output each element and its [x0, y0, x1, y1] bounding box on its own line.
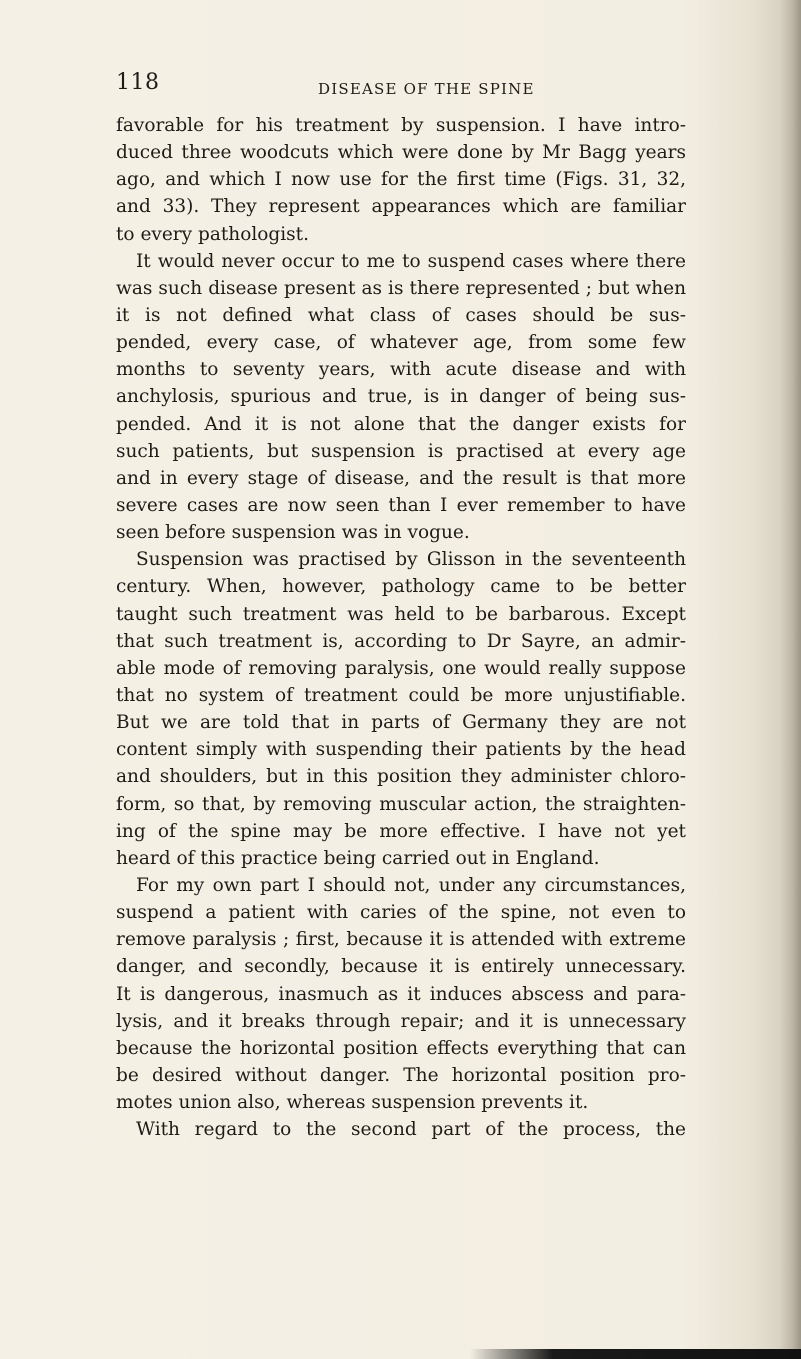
text-line: But we are told that in parts of Germany they are not — [116, 712, 686, 734]
text-line: motes union also, whereas suspension prevents it. — [116, 1092, 589, 1114]
text-line: Suspension was practised by Glisson in the seventeenth — [136, 549, 686, 571]
text-line: content simply with suspending their patients by the head — [116, 739, 686, 761]
text-line: ago, and which I now use for the first time (Figs. 31, 32, — [116, 169, 686, 191]
text-line: form, so that, by removing muscular action, the straighten- — [116, 793, 686, 815]
text-line: months to seventy years, with acute disease and with — [116, 359, 686, 381]
text-line: pended, every case, of whatever age, from some few — [116, 332, 686, 354]
text-line: suspend a patient with caries of the spine, not even to — [116, 902, 686, 924]
text-line: For my own part I should not, under any circumstances, — [136, 874, 686, 896]
text-line: pended. And it is not alone that the danger exists for — [116, 413, 686, 435]
body-text — [116, 112, 686, 1143]
text-line: and 33). They represent appearances which are familiar — [116, 196, 686, 218]
text-line: It is dangerous, inasmuch as it induces abscess and para- — [116, 983, 686, 1005]
page-number: 118 — [116, 70, 160, 95]
text-line: It would never occur to me to suspend cases where there — [136, 250, 686, 272]
text-line: ing of the spine may be more effective. I have not yet — [116, 820, 686, 842]
text-line: anchylosis, spurious and true, is in danger of being sus- — [116, 386, 686, 408]
text-line: severe cases are now seen than I ever remember to have — [116, 494, 686, 516]
page-edge-shadow — [779, 0, 801, 1359]
text-line: and in every stage of disease, and the result is that more — [116, 467, 686, 489]
page-header — [116, 70, 676, 100]
bottom-edge-bar — [470, 1349, 801, 1359]
text-line: favorable for his treatment by suspension. I have intro- — [116, 115, 686, 136]
text-line: lysis, and it breaks through repair; and it is unnecessary — [116, 1010, 686, 1032]
text-line: was such disease present as is there represented ; but when — [116, 277, 686, 299]
text-line: such patients, but suspension is practised at every age — [116, 440, 686, 462]
text-line: duced three woodcuts which were done by Mr Bagg years — [116, 142, 686, 164]
text-line: heard of this practice being carried out in England. — [116, 847, 600, 869]
text-line: danger, and secondly, because it is entirely unnecessary. — [116, 956, 686, 978]
text-line: able mode of removing paralysis, one would really suppose — [116, 657, 686, 679]
text-line: and shoulders, but in this position they administer chloro- — [116, 766, 686, 788]
text-line: because the horizontal position effects everything that can — [116, 1037, 686, 1059]
text-line: seen before suspension was in vogue. — [116, 522, 470, 544]
text-line: to every pathologist. — [116, 223, 309, 245]
text-line: that such treatment is, according to Dr Sayre, an admir- — [116, 630, 686, 652]
text-line: be desired without danger. The horizontal position pro- — [116, 1064, 686, 1086]
text-line: it is not defined what class of cases should be sus- — [116, 304, 686, 326]
text-line: With regard to the second part of the process, the — [136, 1119, 686, 1141]
running-head: DISEASE OF THE SPINE — [318, 80, 535, 98]
text-line: century. When, however, pathology came to be better — [116, 576, 686, 598]
text-line: that no system of treatment could be more unjustifiable. — [116, 684, 686, 706]
text-line: taught such treatment was held to be barbarous. Except — [116, 603, 686, 625]
text-line: remove paralysis ; first, because it is attended with extreme — [116, 929, 686, 951]
